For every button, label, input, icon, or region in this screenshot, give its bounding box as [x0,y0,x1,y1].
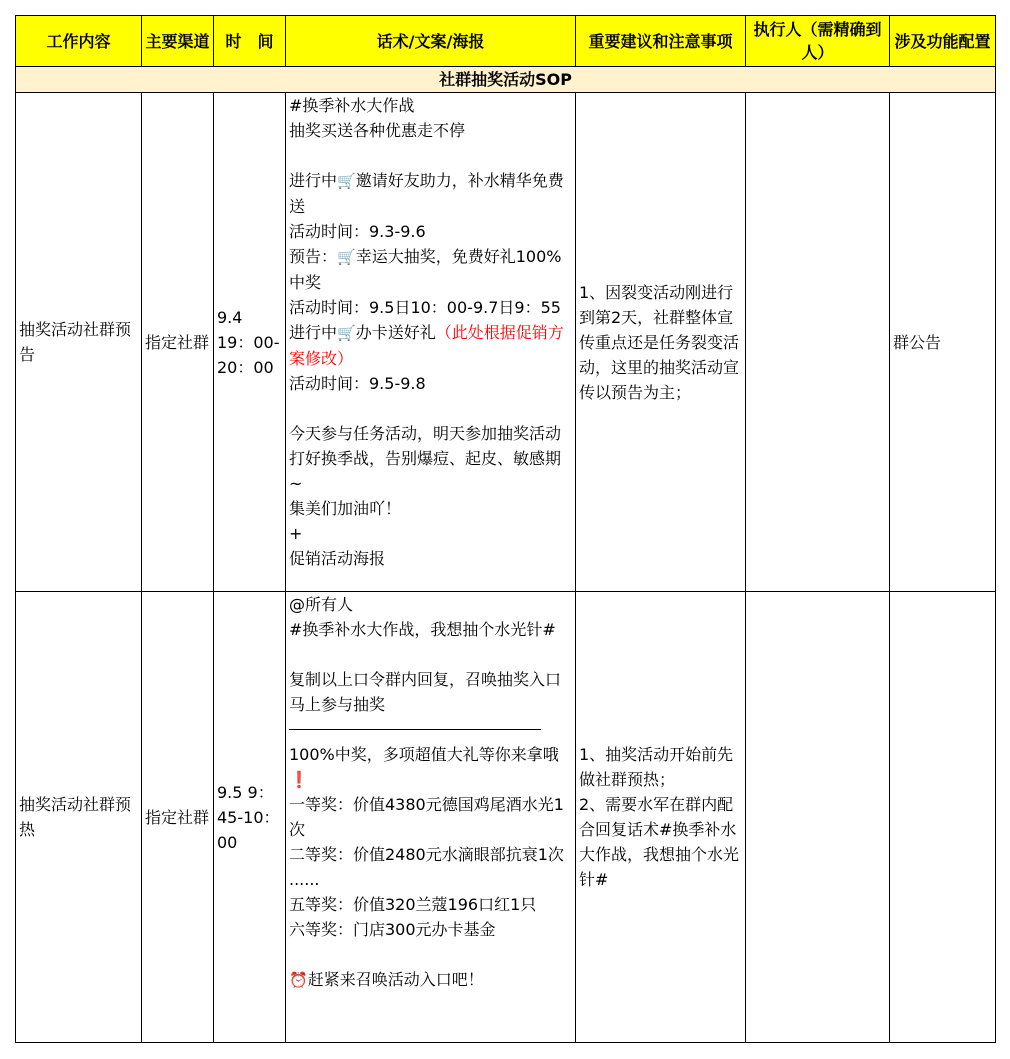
script-cell [286,93,576,592]
script-line: 复制以上口令群内回复，召唤抽奖入口 [289,670,562,689]
shopping-cart-icon: 🛒 [337,248,356,266]
script-line: 活动时间：9.5-9.8 [289,374,426,393]
work-cell: 抽奖活动社群预热 [16,592,142,1043]
header-channel: 主要渠道 [142,16,214,67]
script-line: 打好换季战，告别爆痘、起皮、敏感期~ [289,449,562,493]
script-text: 赶紧来召唤活动入口吧！ [307,970,484,989]
script-text: 办卡送好礼 [355,323,436,342]
script-line: 抽奖买送各种优惠走不停 [289,121,466,140]
red-exclamation-icon: ❗ [289,770,309,789]
script-line: 六等奖：门店300元办卡基金 [289,920,496,939]
script-line: @所有人 [289,595,354,614]
header-script: 话术/文案/海报 [286,16,576,67]
advice-line: 1、抽奖活动开始前先做社群预热； [579,745,734,789]
header-time: 时 间 [214,16,286,67]
advice-cell [576,592,746,1043]
channel-cell: 指定社群 [142,592,214,1043]
script-line: #换季补水大作战 [289,96,415,115]
script-line: 二等奖：价值2480元水滴眼部抗衰1次 [289,845,564,864]
script-line: 集美们加油吖！ [289,499,402,518]
header-advice: 重要建议和注意事项 [576,16,746,67]
table-row [16,592,996,1043]
script-line: 活动时间：9.3-9.6 [289,222,426,241]
script-line: 活动时间：9.5日10：00-9.7日9：55 [289,298,561,317]
table-row [16,93,996,592]
script-text: 100%中奖，多项超值大礼等你来拿哦 [289,745,559,764]
script-line: 今天参与任务活动，明天参加抽奖活动 [289,424,562,443]
header-row [16,16,996,67]
features-cell [890,592,996,1043]
script-cell [286,592,576,1043]
features-cell: 群公告 [890,93,996,592]
script-line: ...... [289,870,320,889]
script-line: + [289,524,303,543]
advice-cell: 1、因裂变活动刚进行到第2天，社群整体宣传重点还是任务裂变活动，这里的抽奖活动宣传以预告为主； [576,93,746,592]
script-text: 邀请好友助力，补水精华免费送 [289,171,564,216]
script-text: 幸运大抽奖，免费好礼100%中奖 [289,247,562,292]
advice-line: 2、需要水军在群内配合回复话术#换季补水大作战，我想抽个水光针# [579,795,740,889]
script-line: 一等奖：价值4380元德国鸡尾酒水光1次 [289,795,564,839]
header-executor: 执行人（需精确到人） [746,16,890,67]
script-note-red: （此处根据促销方案修改） [289,323,564,368]
script-text: 进行中 [289,323,338,342]
header-work: 工作内容 [16,16,142,67]
channel-cell: 指定社群 [142,93,214,592]
section-row [16,67,996,93]
alarm-clock-icon: ⏰ [289,971,308,989]
script-text: 预告： [289,247,338,266]
executor-cell [746,592,890,1043]
shopping-cart-icon: 🛒 [337,324,356,342]
script-line: 促销活动海报 [289,549,386,568]
divider-line [289,729,541,730]
executor-cell [746,93,890,592]
script-line: #换季补水大作战，我想抽个水光针# [289,620,556,639]
time-cell: 9.4 19：00-20：00 [214,93,286,592]
sop-table [15,15,996,1043]
script-line: 马上参与抽奖 [289,695,386,714]
time-cell: 9.5 9：45-10：00 [214,592,286,1043]
section-title: 社群抽奖活动SOP [16,67,996,93]
script-text: 进行中 [289,171,338,190]
header-features: 涉及功能配置 [890,16,996,67]
work-cell: 抽奖活动社群预告 [16,93,142,592]
script-line: 五等奖：价值320兰蔻196口红1只 [289,895,537,914]
shopping-cart-icon: 🛒 [337,172,356,190]
